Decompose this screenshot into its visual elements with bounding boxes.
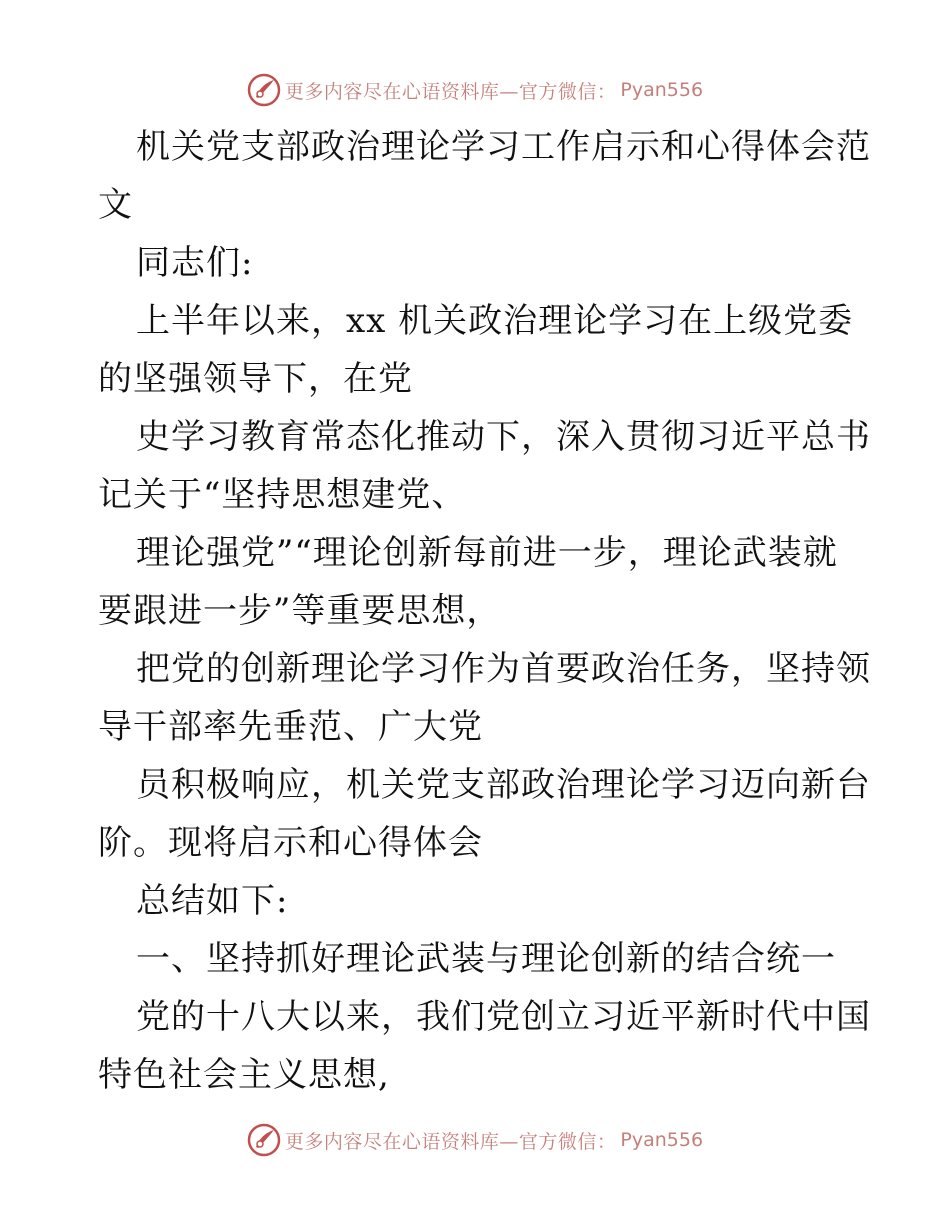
- doc-paragraph-line: 导干部率先垂范、广大党: [98, 707, 483, 747]
- doc-paragraph-line: 阶。现将启示和心得体会: [98, 823, 483, 863]
- watermark-contact: Pyan556: [620, 1129, 704, 1151]
- doc-paragraph-line: 员积极响应，机关党支部政治理论学习迈向新台: [136, 765, 871, 805]
- quill-logo-icon: [247, 1123, 281, 1157]
- doc-section-heading: 一、坚持抓好理论武装与理论创新的结合统一: [136, 939, 836, 979]
- doc-paragraph-line: 史学习教育常态化推动下，深入贯彻习近平总书: [136, 417, 871, 457]
- doc-salutation: 同志们:: [136, 243, 254, 283]
- header-watermark: [0, 72, 950, 108]
- doc-paragraph-line: 的坚强领导下，在党: [98, 359, 413, 399]
- watermark-text: 更多内容尽在心语资料库—官方微信：: [284, 1130, 617, 1153]
- watermark-text: 更多内容尽在心语资料库—官方微信：: [284, 80, 617, 103]
- doc-paragraph-line: 特色社会主义思想,: [98, 1055, 390, 1095]
- doc-title-line-2: 文: [98, 185, 133, 225]
- watermark-contact: Pyan556: [620, 79, 704, 101]
- footer-watermark: [0, 1122, 950, 1158]
- doc-paragraph-line: 记关于“坚持思想建党、: [98, 475, 467, 515]
- doc-paragraph-line: 把党的创新理论学习作为首要政治任务，坚持领: [136, 649, 871, 689]
- doc-paragraph-line: 理论强党”“理论创新每前进一步，理论武装就: [136, 533, 838, 573]
- document-body: [98, 118, 871, 1104]
- doc-paragraph-line: 要跟进一步”等重要思想，: [98, 591, 502, 631]
- doc-paragraph-line: 上半年以来，xx 机关政治理论学习在上级党委: [136, 301, 854, 341]
- doc-paragraph-line: 党的十八大以来，我们党创立习近平新时代中国: [136, 997, 871, 1037]
- doc-title-line-1: 机关党支部政治理论学习工作启示和心得体会范: [136, 127, 871, 167]
- quill-logo-icon: [247, 73, 281, 107]
- doc-paragraph-line: 总结如下:: [136, 881, 289, 921]
